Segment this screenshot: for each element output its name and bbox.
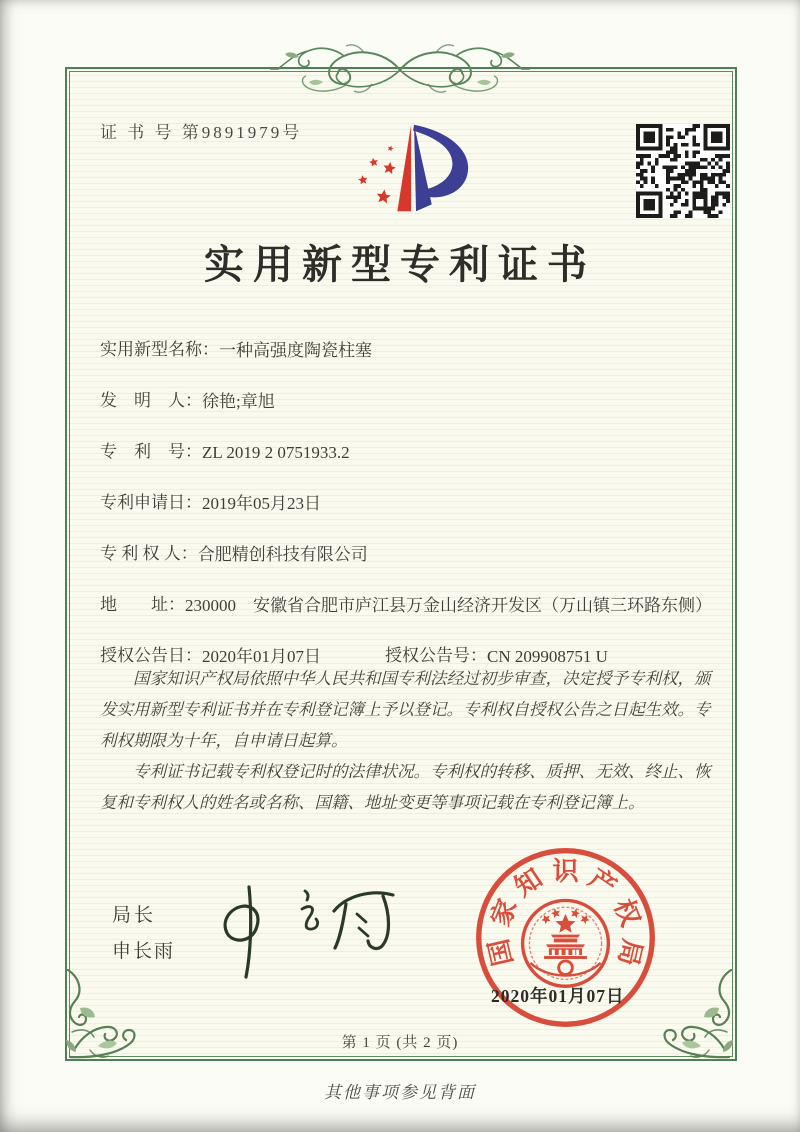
back-side-note: 其他事项参见背面 bbox=[324, 1083, 476, 1102]
seal-char: 识 bbox=[552, 856, 579, 886]
field-row-inventors bbox=[100, 389, 714, 415]
legal-paragraph-2: 专利证书记载专利权登记时的法律状况。专利权的转移、质押、无效、终止、恢复和专利权人的姓名或名称、国籍、地址变更等事项记载在专利登记簿上。 bbox=[100, 762, 711, 812]
grant-number-value: CN 209908751 U bbox=[487, 647, 608, 666]
field-label: 专利申请日： bbox=[100, 493, 202, 512]
page-number: 第 1 页 (共 2 页) bbox=[341, 1035, 459, 1051]
director-signature bbox=[205, 876, 420, 984]
certificate-number: 证 书 号 第9891979号 bbox=[100, 123, 303, 142]
field-value: 230000 安徽省合肥市庐江县万金山经济开发区（万山镇三环路东侧） bbox=[185, 596, 712, 615]
certificate-fields bbox=[100, 338, 714, 695]
seal-char: 国 bbox=[484, 936, 519, 969]
cnipa-logo-icon bbox=[338, 110, 496, 228]
field-value: 徐艳;章旭 bbox=[202, 392, 275, 411]
field-value: 2019年05月23日 bbox=[202, 494, 321, 513]
field-label: 发 明 人： bbox=[100, 391, 202, 410]
field-value: 一种高强度陶瓷柱塞 bbox=[219, 341, 372, 360]
field-row-address bbox=[100, 593, 714, 619]
seal-date: 2020年01月07日 bbox=[491, 986, 625, 1006]
director-title: 局长 bbox=[112, 905, 157, 926]
director-name: 申长雨 bbox=[112, 941, 176, 962]
field-label: 地 址： bbox=[100, 595, 185, 614]
field-label: 专 利 号： bbox=[100, 442, 202, 461]
field-row-patentee bbox=[100, 542, 714, 568]
seal-char: 家 bbox=[485, 895, 523, 931]
national-emblem-icon bbox=[523, 900, 609, 986]
field-value: ZL 2019 2 0751933.2 bbox=[202, 443, 350, 462]
qr-code bbox=[636, 124, 730, 218]
seal-char: 权 bbox=[608, 895, 646, 931]
grant-number-label: 授权公告号： bbox=[385, 646, 487, 665]
grant-date-value: 2020年01月07日 bbox=[202, 647, 321, 666]
top-border-ornament bbox=[268, 40, 532, 98]
field-value: 合肥精创科技有限公司 bbox=[197, 545, 368, 564]
field-row-patent-number bbox=[100, 440, 714, 466]
legal-text bbox=[100, 663, 714, 818]
legal-paragraph-1: 国家知识产权局依照中华人民共和国专利法经过初步审查，决定授予专利权，颁发实用新型专利证书并在专利登记簿上予以登记。专利权自授权公告之日起生效。专利权期限为十年，自申请日起算。 bbox=[100, 669, 711, 750]
field-row-utility-model-name bbox=[100, 338, 714, 364]
field-label: 实用新型名称： bbox=[100, 340, 219, 359]
grant-date-label: 授权公告日： bbox=[100, 646, 202, 665]
seal-char: 局 bbox=[612, 936, 647, 969]
seal-char: 产 bbox=[583, 863, 622, 903]
seal-char: 知 bbox=[509, 863, 548, 903]
certificate-title: 实用新型专利证书 bbox=[204, 242, 596, 287]
field-label: 专 利 权 人： bbox=[100, 544, 198, 563]
director-block bbox=[112, 906, 175, 961]
field-row-filing-date bbox=[100, 491, 714, 517]
